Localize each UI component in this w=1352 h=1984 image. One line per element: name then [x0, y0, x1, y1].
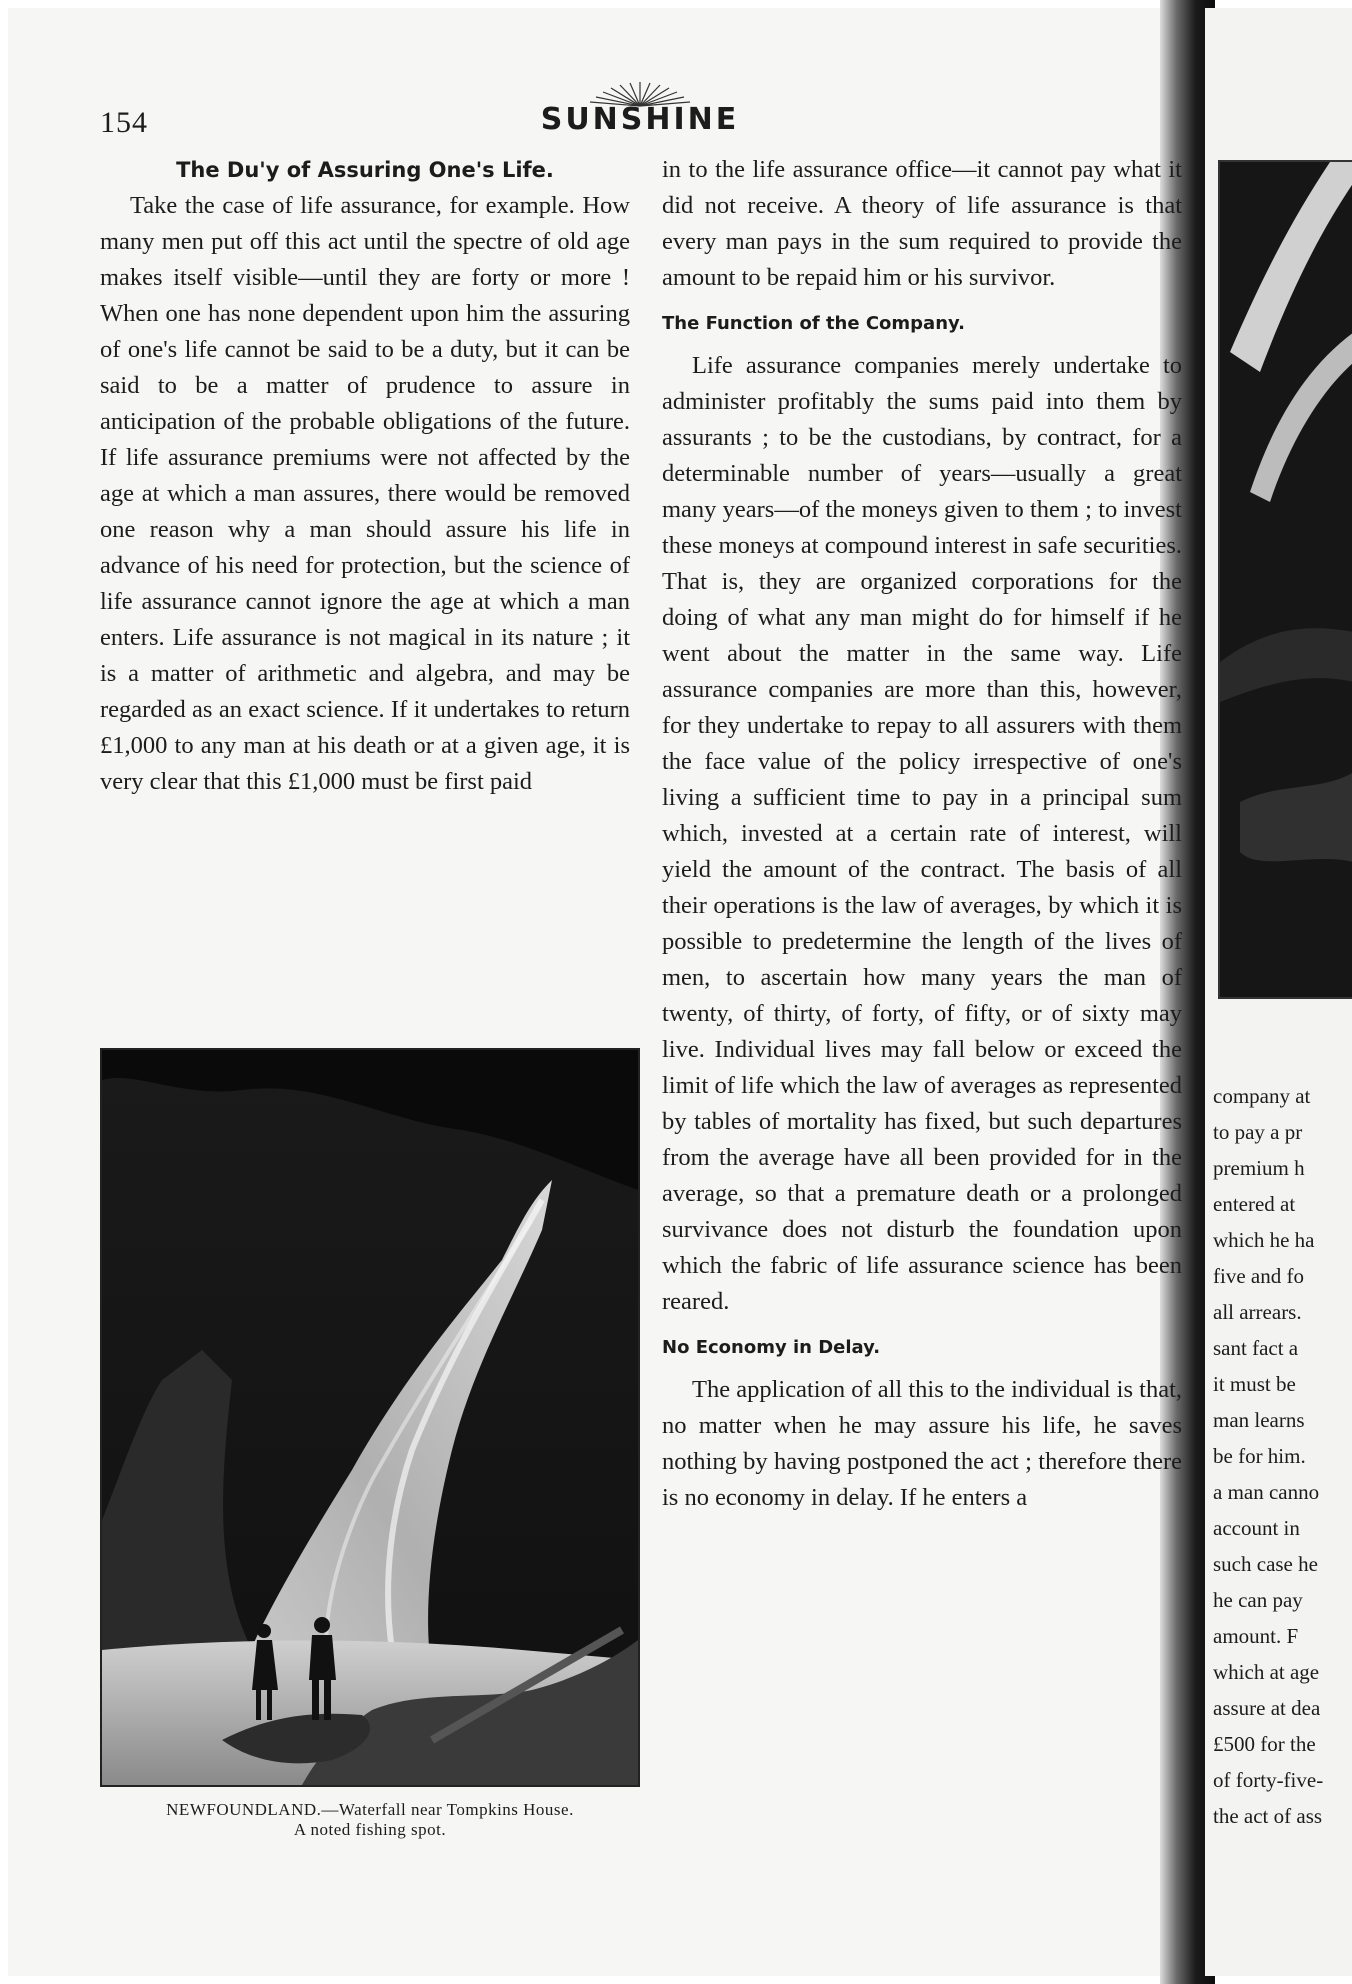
right-page-line: account in — [1213, 1516, 1300, 1540]
right-page-line: such case he — [1213, 1552, 1318, 1576]
masthead-title: SUNSHINE — [540, 102, 740, 137]
right-page-line: five and fo — [1213, 1264, 1304, 1288]
right-page-line: premium h — [1213, 1156, 1305, 1180]
right-page-line: entered at — [1213, 1192, 1296, 1216]
right-page-line: it must be — [1213, 1372, 1296, 1396]
right-page-line: all arrears. — [1213, 1300, 1302, 1324]
right-column — [662, 152, 1182, 1516]
section-heading-delay: No Economy in Delay. — [662, 1337, 881, 1358]
paragraph: in to the life assurance office—it cannot pay what it did not receive. A theory of life assurance is that every man pays in the sum required to provide the amount to be repaid him or his survivor. — [662, 156, 1182, 291]
right-page-line: to pay a pr — [1213, 1120, 1303, 1144]
right-page-line: the act of ass — [1213, 1804, 1323, 1828]
waterfall-illustration — [102, 1050, 638, 1785]
waterfall-photo — [100, 1048, 640, 1787]
left-column — [100, 152, 630, 800]
right-page-line: which he ha — [1213, 1228, 1315, 1252]
right-page-line: £500 for the — [1213, 1732, 1316, 1756]
article-title: The Du'y of Assuring One's Life. — [176, 158, 554, 182]
right-page-line: man learns — [1213, 1408, 1305, 1432]
forest-illustration — [1220, 162, 1352, 997]
caption-line-1: NEWFOUNDLAND.—Waterfall near Tompkins House. — [166, 1800, 574, 1819]
page-number: 154 — [100, 106, 148, 139]
photo-caption — [100, 1800, 640, 1840]
paragraph: Life assurance companies merely undertake to administer profitably the sums paid into them by assurants ; to be the custodians, by contract, for a determinable number of years—usually a great many years—of the moneys given to them ; to invest these moneys at compound interest in safe securities. That is, they are organized corporations for the doing of what any man might do for himself if he went about the matter in the same way. Life assurance companies are more than this, however, for they undertake to repay to all assurers with them the face value of the policy irrespective of one's living a sufficient time to pay in a principal sum which, invested at a certain rate of interest, will yield the amount of the contract. The basis of all their operations is the law of averages, by which it is possible to predetermine the length of the lives of men, to ascertain how many years the man of twenty, of thirty, of forty, of fifty, or of sixty may live. Individual lives may fall below or exceed the limit of life which the law of averages as represented by tables of mortality has fixed, but such departures from the average have all been provided for in the average, so that a premature death or a prolonged survivance does not disturb the foundation upon which the fabric of life assurance science has been reared. — [662, 352, 1182, 1315]
right-page-line: sant fact a — [1213, 1336, 1299, 1360]
caption-line-2: A noted fishing spot. — [293, 1820, 447, 1839]
right-page-line: he can pay — [1213, 1588, 1303, 1612]
paragraph: Take the case of life assurance, for example. How many men put off this act until the spectre of old age makes itself visible—until they are forty or more ! When one has none dependent upon him the assuring of one's life cannot be said to be a duty, but it can be said to be a matter of prudence to assure in anticipation of the probable obligations of the future. If life assurance premiums were not affected by the age at which a man assures, there would be removed one reason why a man should assure his life in advance of his need for protection, but the science of life assurance cannot ignore the age at which a man enters. Life assurance is not magical in its nature ; it is a matter of arithmetic and algebra, and may be regarded as an exact science. If it undertakes to return £1,000 to any man at his death or at a given age, it is very clear that this £1,000 must be first paid — [100, 192, 630, 795]
right-page-line: amount. F — [1213, 1624, 1299, 1648]
right-page-photo — [1218, 160, 1352, 999]
right-page-line: be for him. — [1213, 1444, 1306, 1468]
masthead — [520, 78, 760, 140]
section-heading-function: The Function of the Company. — [662, 313, 965, 334]
right-page-line: company at — [1213, 1084, 1311, 1108]
right-page-line: which at age — [1213, 1660, 1320, 1684]
right-page-text — [1213, 1078, 1352, 1834]
right-page-line: a man canno — [1213, 1480, 1320, 1504]
paragraph: The application of all this to the individual is that, no matter when he may assure his life, he saves nothing by having postponed the act ; therefore there is no economy in delay. If he enters a — [662, 1376, 1182, 1511]
right-page-line: of forty-five- — [1213, 1768, 1324, 1792]
right-page-line: assure at dea — [1213, 1696, 1321, 1720]
